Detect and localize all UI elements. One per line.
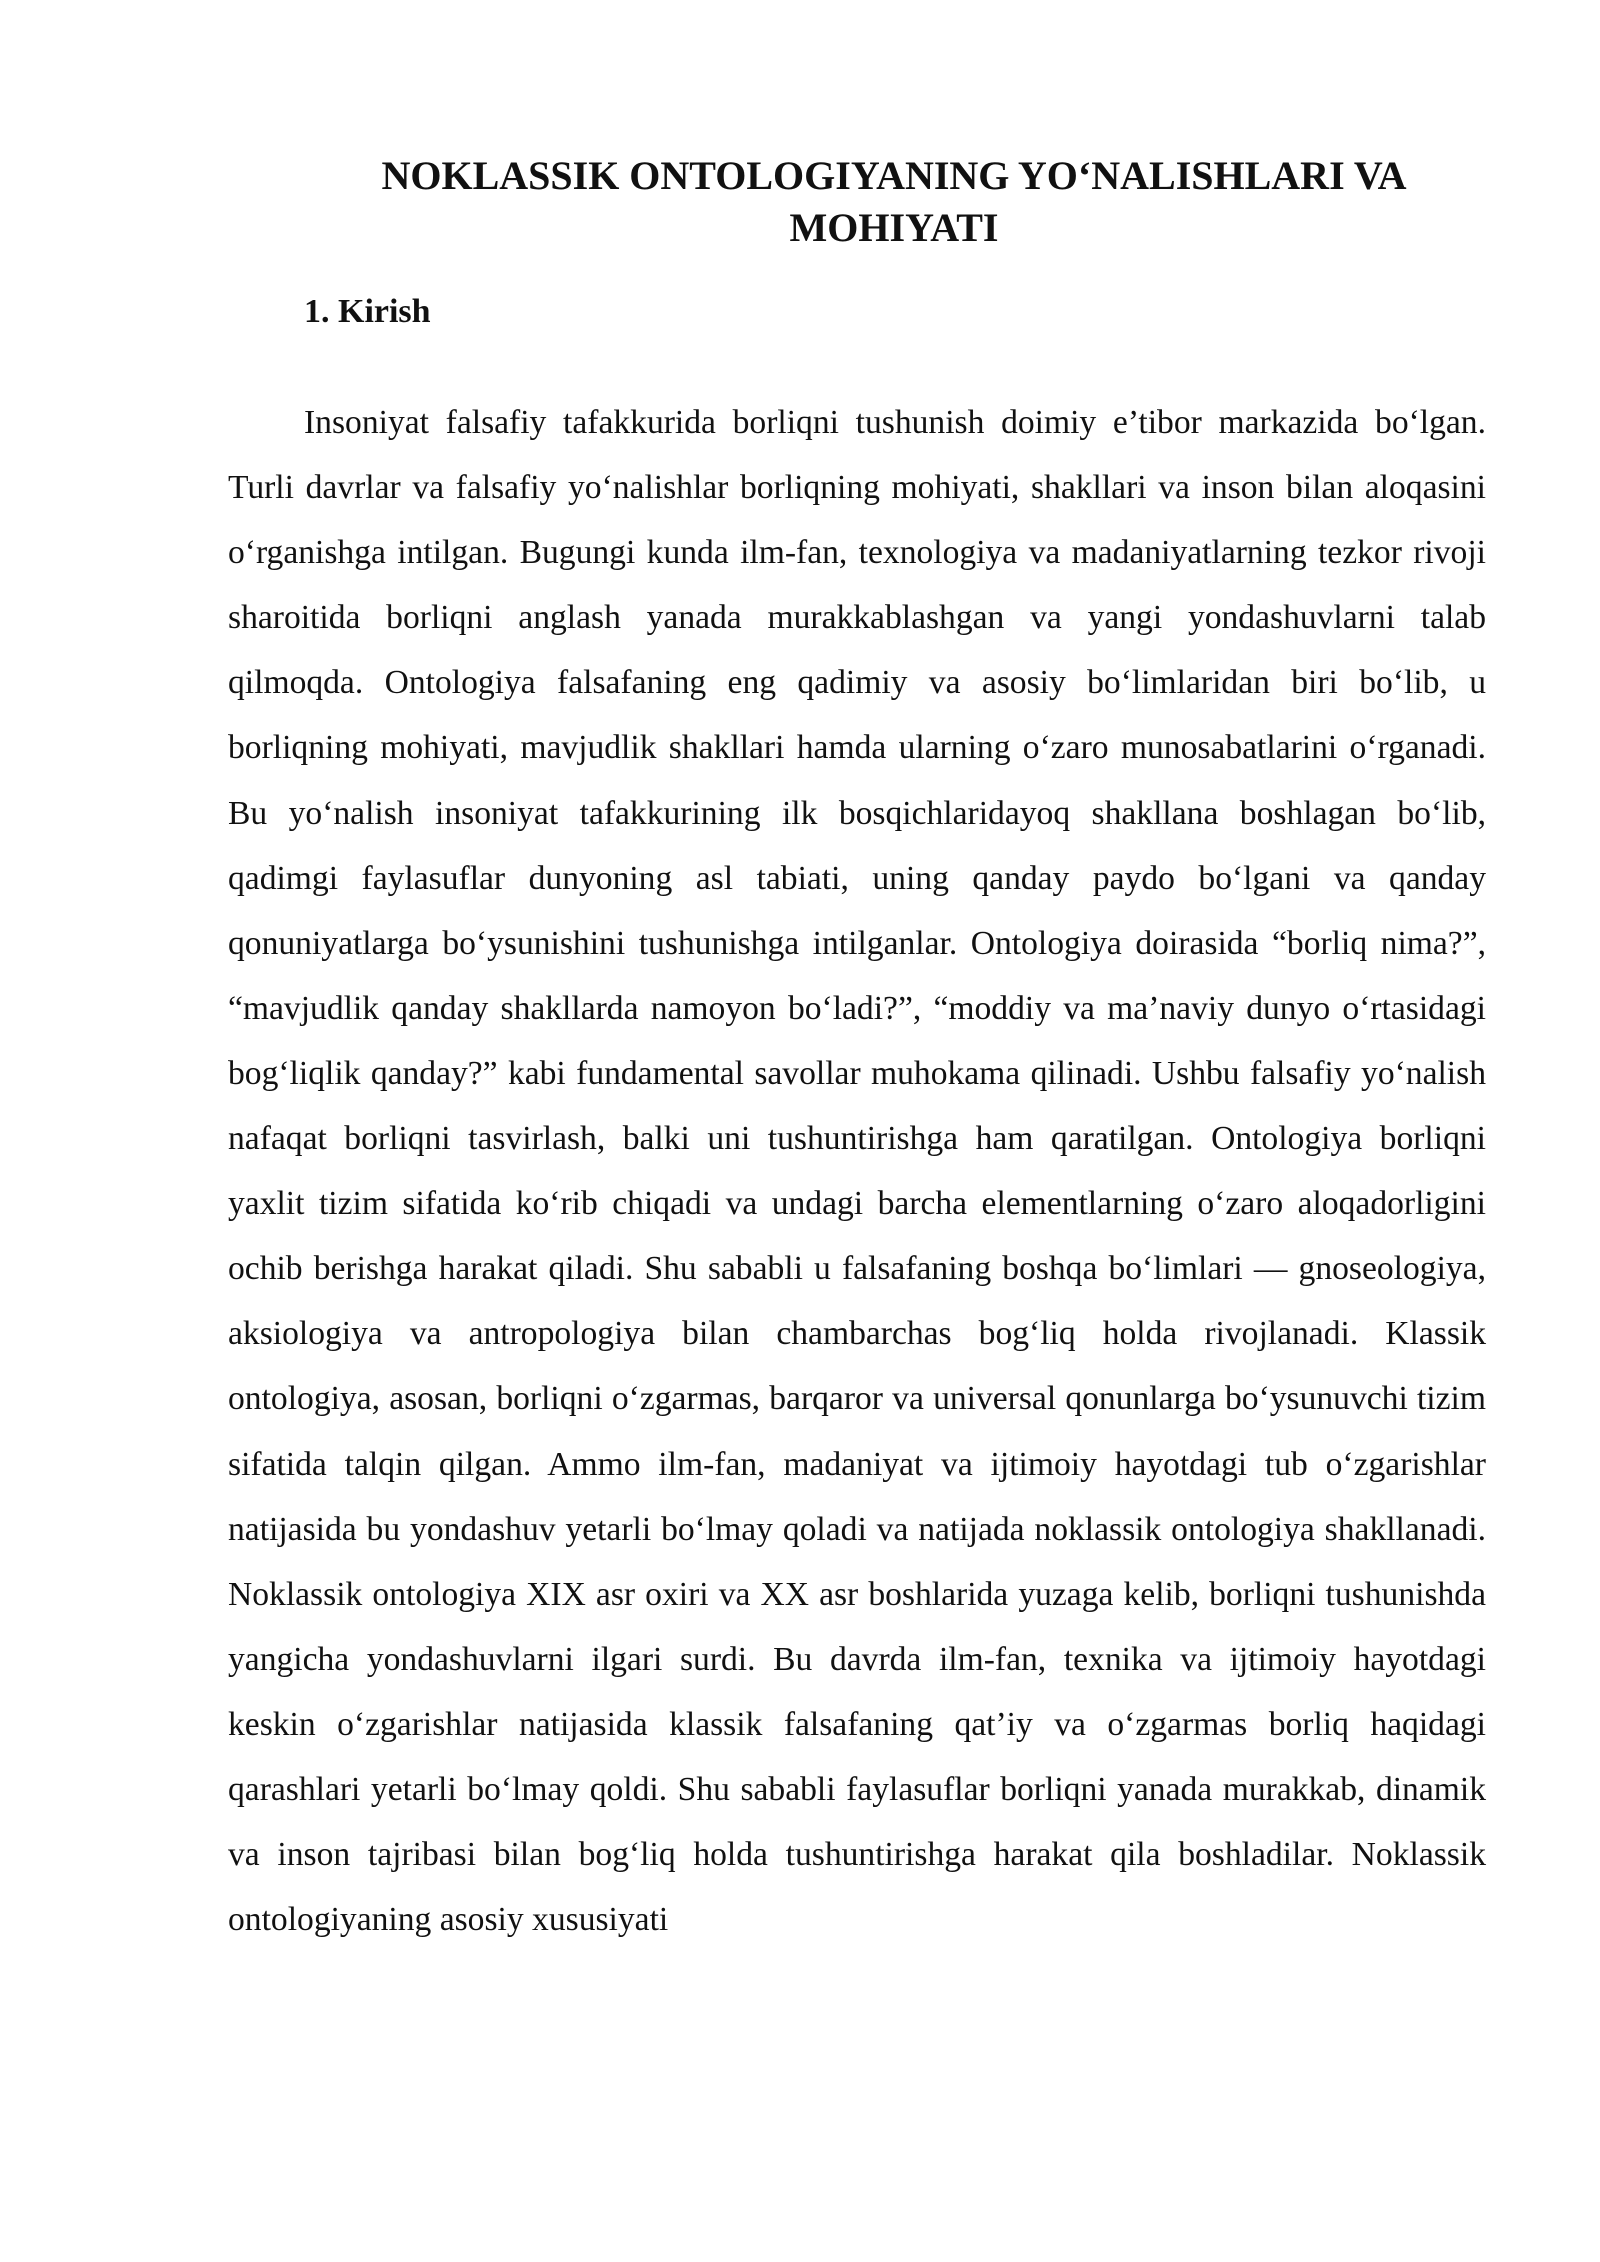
section-heading: 1. Kirish bbox=[304, 293, 431, 330]
document-title: NOKLASSIK ONTOLOGIYANING YO‘NALISHLARI VA MOHIYATI bbox=[381, 153, 1407, 250]
body-paragraph: Insoniyat falsafiy tafakkurida borliqni tushunish doimiy e’tibor markazida bo‘lgan. Turli davrlar va falsafiy yo‘nalishlar borliqning mohiyati, shakllari va inson bilan aloqasini o‘rganishga intilgan. Bugungi kunda ilm-fan, texnologiya va madaniyatlarning tezkor rivoji sharoitida borliqni anglash yanada murakkablashgan va yangi yondashuvlarni talab qilmoqda. Ontologiya falsafaning eng qadimiy va asosiy bo‘limlaridan biri bo‘lib, u borliqning mohiyati, mavjudlik shakllari hamda ularning o‘zaro munosabatlarini o‘rganadi. Bu yo‘nalish insoniyat tafakkurining ilk bosqichlaridayoq shakllana boshlagan bo‘lib, qadimgi faylasuflar dunyoning asl tabiati, uning qanday paydo bo‘lgani va qanday qonuniyatlarga bo‘ysunishini tushunishga intilganlar. Ontologiya doirasida “borliq nima?”, “mavjudlik qanday shakllarda namoyon bo‘ladi?”, “moddiy va ma’naviy dunyo o‘rtasidagi bog‘liqlik qanday?” kabi fundamental savollar muhokama qilinadi. Ushbu falsafiy yo‘nalish nafaqat borliqni tasvirlash, balki uni tushuntirishga ham qaratilgan. Ontologiya borliqni yaxlit tizim sifatida ko‘rib chiqadi va undagi barcha elementlarning o‘zaro aloqadorligini ochib berishga harakat qiladi. Shu sababli u falsafaning boshqa bo‘limlari — gnoseologiya, aksiologiya va antropologiya bilan chambarchas bog‘liq holda rivojlanadi. Klassik ontologiya, asosan, borliqni o‘zgarmas, barqaror va universal qonunlarga bo‘ysunuvchi tizim sifatida talqin qilgan. Ammo ilm-fan, madaniyat va ijtimoiy hayotdagi tub o‘zgarishlar natijasida bu yondashuv yetarli bo‘lmay qoladi va natijada noklassik ontologiya shakllanadi. Noklassik ontologiya XIX asr oxiri va XX asr boshlarida yuzaga kelib, borliqni tushunishda yangicha yondashuvlarni ilgari surdi. Bu davrda ilm-fan, texnika va ijtimoiy hayotdagi keskin o‘zgarishlar natijasida klassik falsafaning qat’iy va o‘zgarmas borliq haqidagi qarashlari yetarli bo‘lmay qoldi. Shu sababli faylasuflar borliqni yanada murakkab, dinamik va inson tajribasi bilan bog‘liq holda tushuntirishga harakat qila boshladilar. Noklassik ontologiyaning asosiy xususiyati bbox=[228, 404, 1486, 1939]
